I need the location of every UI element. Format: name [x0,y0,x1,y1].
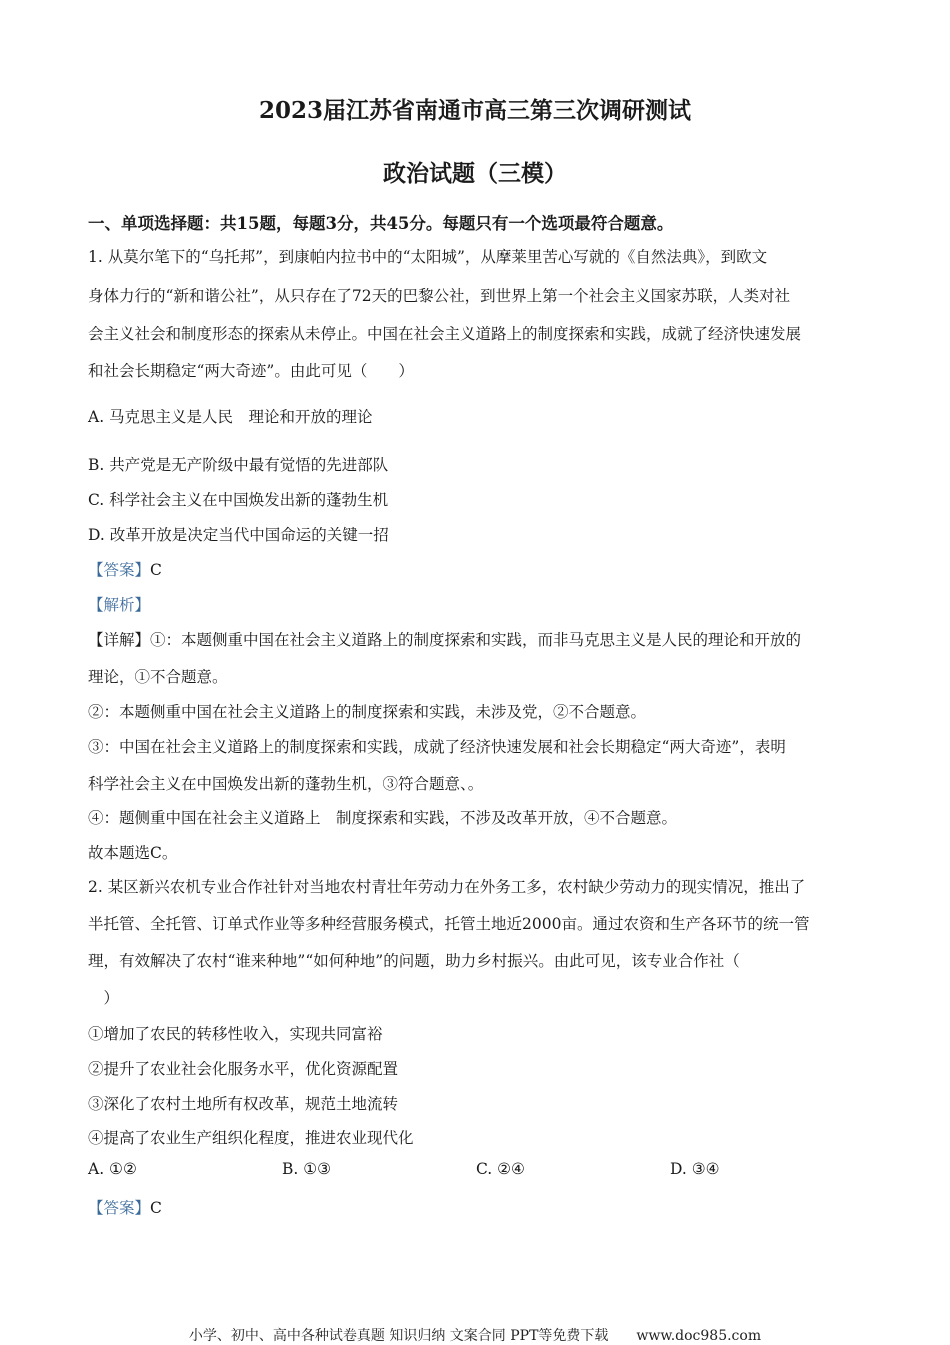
q1-answer [88,558,162,580]
q1-option-c: C. 科学社会主义在中国焕发出新的蓬勃生机 [88,491,389,509]
answer-tag: 【答案】 [88,1199,151,1217]
q2-option-a: A. ①② [88,1160,137,1178]
q1-option-b: B. 共产党是无产阶级中最有觉悟的先进部队 [88,456,389,474]
q1-detail-line: 科学社会主义在中国焕发出新的蓬勃生机，③符合题意、。 [88,775,484,793]
detail-tag: 【详解】 [88,631,151,649]
q2-option-d: D. ③④ [670,1160,720,1178]
detail-text: ①：本题侧重中国在社会主义道路上的制度探索和实践，而非马克思主义是人民的理论和开放的 [150,631,802,649]
q2-item: ①增加了农民的转移性收入，实现共同富裕 [88,1025,383,1043]
q2-item: ③深化了农村土地所有权改革，规范土地流转 [88,1095,399,1113]
answer-value: C [150,561,162,579]
exam-subtitle: 政治试题（三模） [383,160,567,187]
q1-analysis: 【解析】 [88,596,151,614]
q2-stem-line: 2. 某区新兴农机专业合作社针对当地农村青壮年劳动力在外务工多，农村缺少劳动力的现实情况，推出了 [88,878,806,896]
q2-item: ②提升了农业社会化服务水平，优化资源配置 [88,1060,399,1078]
q1-detail-line: 故本题选C。 [88,844,178,862]
q2-stem-line: ） [88,989,120,1007]
q2-item: ④提高了农业生产组织化程度，推进农业现代化 [88,1129,414,1147]
section-heading: 一、单项选择题：共15题，每题3分，共45分。每题只有一个选项最符合题意。 [88,214,674,233]
q1-detail-line: 理论，①不合题意。 [88,668,228,686]
q2-answer [88,1196,162,1218]
q1-stem-line: 会主义社会和制度形态的探索从未停止。中国在社会主义道路上的制度探索和实践，成就了经济快速发展 [88,325,802,343]
q1-option-d: D. 改革开放是决定当代中国命运的关键一招 [88,526,389,544]
q1-stem-line: 和社会长期稳定“两大奇迹”。由此可见（ ） [88,362,414,380]
q1-detail-line [88,628,801,650]
q1-detail-line: ③：中国在社会主义道路上的制度探索和实践，成就了经济快速发展和社会长期稳定“两大奇迹”，表明 [88,738,786,756]
q2-stem-line: 理，有效解决了农村“谁来种地”“如何种地”的问题，助力乡村振兴。由此可见，该专业合作社（ [88,952,740,970]
q1-stem-line: 1. 从莫尔笔下的“乌托邦”，到康帕内拉书中的“太阳城”，从摩莱里苦心写就的《自然法典》，到欧文 [88,248,768,266]
answer-value: C [150,1199,162,1217]
q1-detail-line: ④：题侧重中国在社会主义道路上 制度探索和实践，不涉及改革开放，④不合题意。 [88,809,678,827]
q1-stem-line: 身体力行的“新和谐公社”，从只存在了72天的巴黎公社，到世界上第一个社会主义国家苏联，人类对社 [88,287,791,305]
q1-option-a: A. 马克思主义是人民 理论和开放的理论 [88,408,373,426]
page-footer: 小学、初中、高中各种试卷真题 知识归纳 文案合同 PPT等免费下载 www.doc985.com [188,1328,762,1344]
answer-tag: 【答案】 [88,561,151,579]
q2-option-c: C. ②④ [476,1160,525,1178]
exam-title: 2023届江苏省南通市高三第三次调研测试 [258,97,691,124]
q2-stem-line: 半托管、全托管、订单式作业等多种经营服务模式，托管土地近2000亩。通过农资和生产各环节的统一管 [88,915,810,933]
q2-option-b: B. ①③ [282,1160,332,1178]
q1-detail-line: ②：本题侧重中国在社会主义道路上的制度探索和实践，未涉及党，②不合题意。 [88,703,647,721]
